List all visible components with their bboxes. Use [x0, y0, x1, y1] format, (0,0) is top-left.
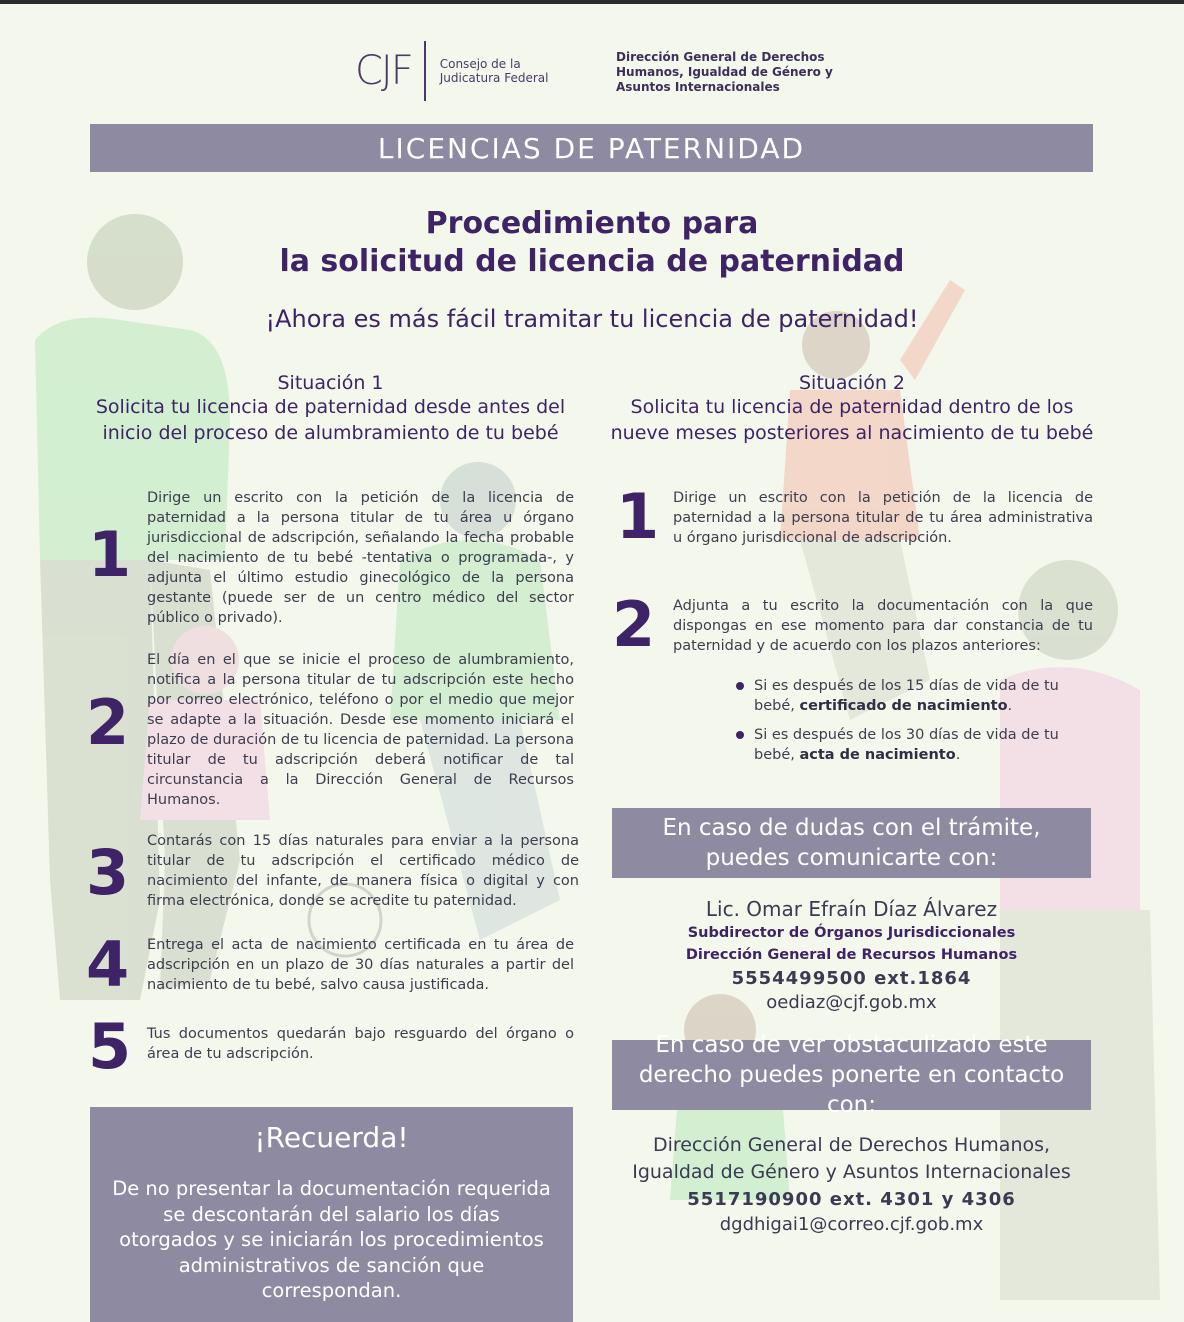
- obstacle-email[interactable]: dgdhigai1@correo.cjf.gob.mx: [719, 1214, 984, 1235]
- tagline: ¡Ahora es más fácil tramitar tu licencia de paternidad!: [265, 305, 919, 333]
- obstacle-phone[interactable]: 5517190900 ext. 4301 y 4306: [687, 1189, 1016, 1210]
- reminder-text: De no presentar la documentación requerida se descontarán del salario los días otorgados y se iniciarán los procedimientos administrativos de sanción que correspondan.: [112, 1177, 551, 1302]
- logo-name: Consejo de la Judicatura Federal: [439, 57, 549, 85]
- situation-2-step-2: Adjunta a tu escrito la documentación con la que dispongas en ese momento para dar constancia de tu paternidad y de acuerdo con los plazos anteriores:: [673, 598, 1093, 654]
- step-number: 3: [86, 836, 130, 909]
- situation-1-step-4: Entrega el acta de nacimiento certificada en tu área de adscripción en un plazo de 30 días naturales a partir del nacimiento de tu bebé, salvo causa justificada.: [147, 937, 574, 993]
- obstacle-heading: En caso de ver obstaculizado este derecho puedes ponerte en contacto con:: [638, 1032, 1065, 1118]
- step-number: 1: [616, 480, 660, 553]
- situation-1-step-5: Tus documentos quedarán bajo resguardo del órgano o área de tu adscripción.: [147, 1026, 574, 1062]
- step-number: 1: [88, 518, 132, 591]
- situation-2-header: [610, 372, 1094, 446]
- situation-1-step-2: El día en el que se inicie el proceso de alumbramiento, notifica a la persona titular de tu adscripción este hecho por correo electrónico, teléfono o por el medio que mejor se adapte a la situación. Desde ese momento iniciará el plazo de duración de tu licencia de paternidad. La persona titular de tu adscripción deberá notificar de tal circunstancia a la Dirección General de Recursos Humanos.: [147, 652, 574, 808]
- logo-mark: CJF: [355, 48, 412, 94]
- contact-role: Subdirector de Órganos Jurisdiccionales: [687, 925, 1016, 941]
- situation-2-title: Situación 2: [799, 372, 905, 394]
- title-line-2: la solicitud de licencia de paternidad: [279, 244, 905, 279]
- obstacle-contact: [612, 1132, 1091, 1236]
- page-banner: LICENCIAS DE PATERNIDAD: [90, 124, 1093, 172]
- step-number: 5: [88, 1010, 132, 1083]
- office-line-2: Igualdad de Género y Asuntos Internacionales: [632, 1161, 1071, 1183]
- step-number: 4: [86, 928, 130, 1001]
- situation-1-header: [88, 372, 573, 446]
- situation-2-step-1: Dirige un escrito con la petición de la licencia de paternidad a la persona titular de tu área administrativa u órgano jurisdiccional de adscripción.: [673, 490, 1093, 546]
- situation-1-step-3: Contarás con 15 días naturales para enviar a la persona titular de tu adscripción el certificado médico de nacimiento del infante, de manera física o digital y con firma electrónica, donde se acredite tu paternidad.: [147, 833, 579, 909]
- contact-name: Lic. Omar Efraín Díaz Álvarez: [705, 897, 998, 921]
- cjf-logo: [355, 40, 570, 102]
- page-title: [0, 205, 1184, 281]
- doubts-heading-box: [612, 808, 1091, 878]
- contact-email[interactable]: oediaz@cjf.gob.mx: [766, 992, 937, 1013]
- doubts-heading: En caso de dudas con el trámite, puedes comunicarte con:: [662, 815, 1041, 871]
- step-number: 2: [86, 686, 130, 759]
- logo-divider: [424, 41, 426, 101]
- situation-1-subtitle: Solicita tu licencia de paternidad desde antes del inicio del proceso de alumbramiento de tu bebé: [95, 396, 566, 444]
- doubts-contact: [612, 896, 1091, 1014]
- reminder-box: [90, 1107, 573, 1322]
- step-number: 2: [612, 588, 656, 661]
- situation-1-title: Situación 1: [277, 372, 384, 394]
- department-name: Dirección General de Derechos Humanos, Igualdad de Género y Asuntos Internacionales: [616, 50, 833, 94]
- document-list: [736, 676, 1092, 774]
- list-item: Si es después de los 30 días de vida de tu bebé, acta de nacimiento.: [736, 725, 1092, 765]
- situation-2-subtitle: Solicita tu licencia de paternidad dentro de los nueve meses posteriores al nacimiento de tu bebé: [610, 396, 1094, 444]
- reminder-title: ¡Recuerda!: [254, 1121, 409, 1154]
- contact-phone[interactable]: 5554499500 ext.1864: [731, 968, 972, 989]
- contact-office: Dirección General de Recursos Humanos: [685, 947, 1018, 963]
- list-item: Si es después de los 15 días de vida de tu bebé, certificado de nacimiento.: [736, 676, 1092, 716]
- title-line-1: Procedimiento para: [425, 206, 759, 241]
- obstacle-heading-box: [612, 1032, 1091, 1118]
- office-line-1: Dirección General de Derechos Humanos,: [652, 1134, 1051, 1156]
- situation-1-step-1: Dirige un escrito con la petición de la licencia de paternidad a la persona titular de tu área u órgano jurisdiccional de adscripción, señalando la fecha probable del nacimiento de tu bebé -tentativa o programada-, y adjunta el último estudio ginecológico de la persona gestante (puede ser de un centro médico del sector público o privado).: [147, 490, 574, 626]
